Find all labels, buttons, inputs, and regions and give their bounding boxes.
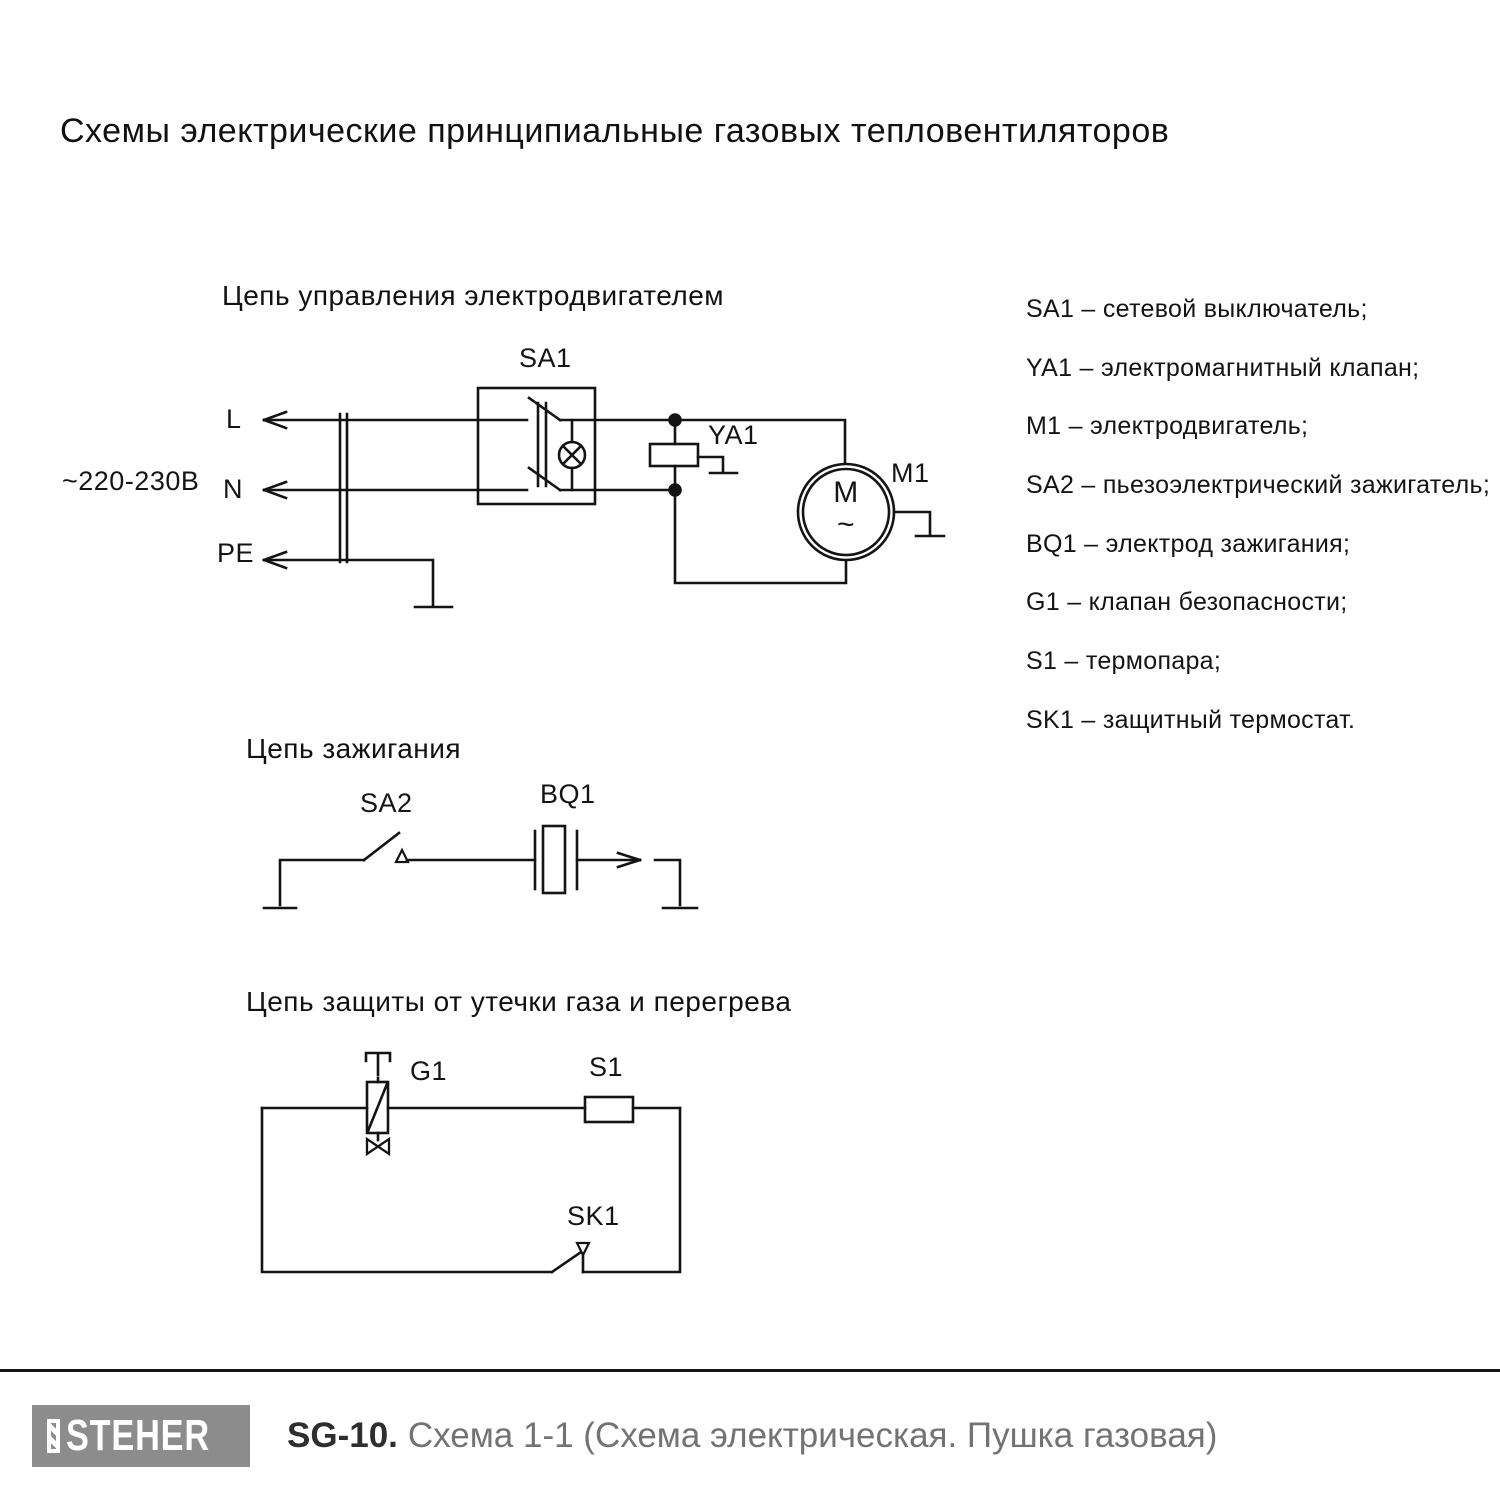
circuit1-heading: Цепь управления электродвигателем — [222, 280, 725, 311]
label-terminal-l: L — [226, 404, 242, 434]
s1-thermocouple — [585, 1097, 633, 1122]
label-terminal-n: N — [223, 474, 243, 504]
legend-item: SA2 – пьезоэлектрический зажигатель; — [1026, 471, 1491, 500]
label-s1: S1 — [589, 1052, 624, 1082]
bq1-element — [543, 826, 565, 893]
label-sa1: SA1 — [519, 343, 572, 373]
ignition-circuit — [264, 826, 697, 908]
g1-sensor-icon — [366, 1053, 390, 1075]
legend-item: G1 – клапан безопасности; — [1026, 588, 1348, 617]
label-m1: M1 — [891, 458, 930, 488]
model-number: SG-10. — [287, 1416, 398, 1455]
label-ya1: YA1 — [708, 420, 759, 450]
label-voltage: ~220-230В — [62, 466, 200, 496]
legend-item: YA1 – электромагнитный клапан; — [1026, 353, 1420, 382]
motor-letter: M — [833, 476, 859, 509]
motor-ac-icon: ~ — [836, 508, 856, 541]
label-terminal-pe: PE — [217, 538, 255, 568]
label-sa2: SA2 — [360, 788, 413, 818]
connector-bars-icon — [340, 414, 347, 562]
page-title: Схемы электрические принципиальные газовых тепловентиляторов — [60, 112, 1170, 150]
steher-logo — [32, 1405, 250, 1467]
ya1-coil — [650, 444, 698, 466]
brand-name: STEHER — [65, 1411, 210, 1460]
legend-item: M1 – электродвигатель; — [1026, 412, 1309, 441]
sa1-switch-box — [478, 388, 595, 504]
footer-divider — [0, 1369, 1500, 1372]
label-bq1: BQ1 — [540, 779, 596, 809]
label-g1: G1 — [410, 1056, 448, 1086]
circuit2-heading: Цепь зажигания — [246, 733, 462, 764]
legend-item: S1 – термопара; — [1026, 647, 1222, 676]
legend-item: SK1 – защитный термостат. — [1026, 705, 1356, 734]
legend-item: BQ1 – электрод зажигания; — [1026, 529, 1351, 558]
g1-valve-icon — [378, 1139, 389, 1154]
legend — [1026, 280, 1490, 750]
legend-item: SA1 – сетевой выключатель; — [1026, 295, 1368, 323]
steher-logo-icon — [47, 1419, 60, 1453]
sk1-switch-blade — [552, 1252, 581, 1272]
label-sk1: SK1 — [567, 1201, 620, 1231]
sa2-switch-blade — [364, 833, 399, 860]
circuit3-heading: Цепь защиты от утечки газа и перегрева — [246, 986, 792, 1017]
protection-circuit — [262, 1053, 680, 1272]
scheme-description: Схема 1-1 (Схема электрическая. Пушка газовая) — [407, 1416, 1218, 1455]
footer-caption — [287, 1416, 1217, 1456]
